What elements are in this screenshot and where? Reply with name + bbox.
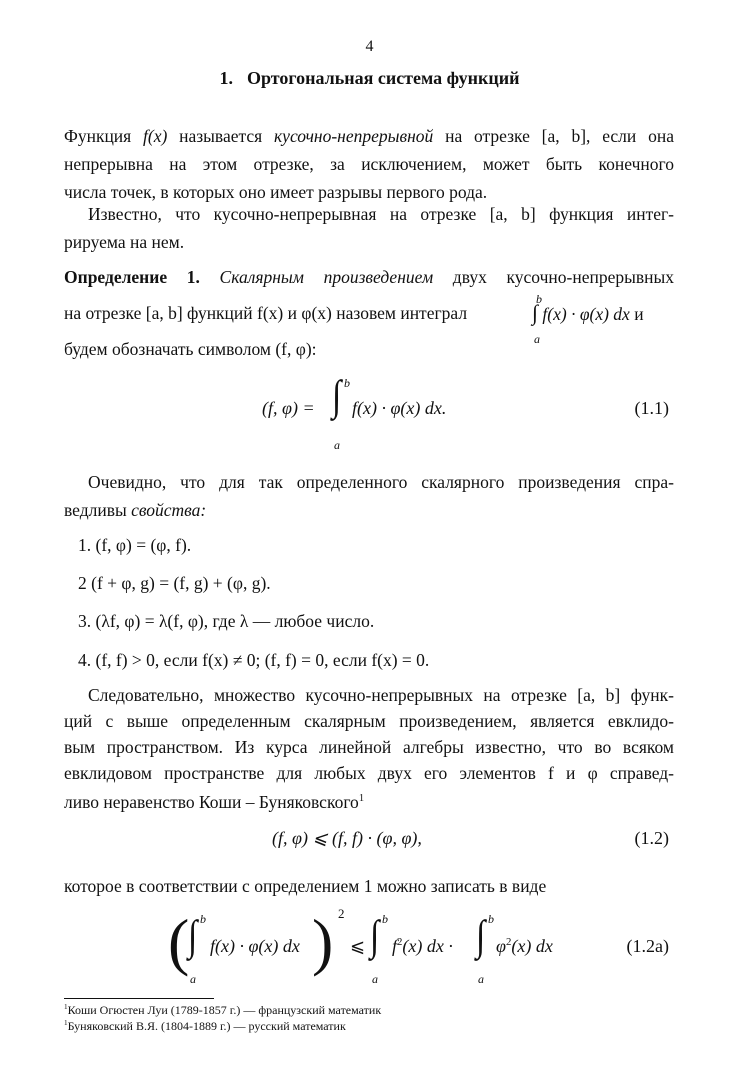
text-line: Определение 1. Скалярным произведением двух кусочно-непрерывных — [64, 267, 674, 287]
paragraph-euclidean-space — [64, 682, 674, 815]
equation-tag: (1.1) — [634, 398, 669, 418]
definition-1 — [64, 262, 674, 364]
equation-tag: (1.2a) — [626, 936, 669, 956]
text-line: числа точек, в которых оно имеет разрывы первого рода. — [64, 182, 488, 202]
right-bracket: ) — [312, 906, 334, 977]
property-2: 2 (f + φ, g) = (f, g) + (φ, g). — [78, 573, 271, 593]
paragraph-definition-piecewise — [64, 122, 674, 206]
inline-integral: b ∫ a f(x) · φ(x) dx и — [532, 292, 644, 346]
paragraph-integrability — [64, 200, 674, 256]
equation-1-1: (f, φ) = b ∫ a f(x) · φ(x) dx. (1.1) — [262, 373, 669, 452]
equation-1-2: (f, φ) ⩽ (f, f) · (φ, φ), (1.2) — [272, 828, 669, 848]
definition-label: Определение 1. — [64, 267, 200, 287]
text-line: будем обозначать символом (f, φ): — [64, 339, 317, 359]
integral-sign: b ∫ a — [188, 912, 206, 986]
text-line: рируема на нем. — [64, 232, 185, 252]
integral-sign: b ∫ a — [370, 912, 388, 986]
page-number: 4 — [365, 38, 374, 55]
section-number: 1. — [219, 68, 233, 88]
text-line: евклидовом пространстве для любых двух его элементов f и φ справед- — [64, 763, 674, 783]
paragraph-properties-intro — [64, 468, 674, 524]
property-4: 4. (f, f) > 0, если f(x) ≠ 0; (f, f) = 0, если f(x) = 0. — [78, 650, 430, 670]
text-line: ливо неравенство Коши – Буняковского$^1$ — [64, 791, 365, 812]
footnote-2: $^1$Буняковский В.Я. (1804-1889 г.) — русский математик — [64, 1019, 346, 1033]
text-line: Функция f(x) называется кусочно-непрерывной на отрезке [a, b], если она — [64, 126, 674, 146]
paragraph-rewrite — [64, 872, 674, 900]
text-line: Известно, что кусочно-непрерывная на отрезке [a, b] функция интег- — [88, 204, 674, 224]
text-line: непрерывна на этом отрезке, за исключением, может быть конечного — [64, 154, 674, 174]
property-1: 1. (f, φ) = (φ, f). — [78, 535, 192, 555]
text-line: ций с выше определенным скалярным произведением, является евклидо- — [64, 711, 674, 731]
footnote-divider — [64, 998, 214, 999]
text-line: Следовательно, множество кусочно-непрерывных на отрезке [a, b] функ- — [88, 685, 674, 705]
text-line: ведливы свойства: — [64, 500, 207, 520]
text-line: вым пространством. Из курса линейной алгебры известно, что во всяком — [64, 737, 674, 757]
footnote-1: $^1$Коши Огюстен Луи (1789-1857 г.) — французский математик — [64, 1003, 382, 1017]
equation-1-2a: ( b ∫ a f(x) · φ(x) dx ) 2 ⩽ b ∫ a $f^2(x)$ dx · b ∫ a $\varphi^2(x)$ dx (1.2a) — [168, 906, 669, 986]
integral-sign: b ∫ a — [332, 373, 350, 452]
text-line: на отрезке [a, b] функций f(x) и φ(x) назовем интеграл b ∫ a f(x) · φ(x) dx и — [64, 292, 644, 346]
footnote-ref: 1 — [358, 793, 365, 804]
text-line: Очевидно, что для так определенного скалярного произведения спра- — [88, 472, 674, 492]
left-bracket: ( — [168, 906, 190, 977]
equation-tag: (1.2) — [634, 828, 669, 848]
integral-sign: b ∫ a — [476, 912, 494, 986]
property-3: 3. (λf, φ) = λ(f, φ), где λ — любое число. — [78, 611, 375, 631]
text-line: которое в соответствии с определением 1 можно записать в виде — [64, 876, 547, 896]
section-heading — [0, 68, 739, 89]
section-title: Ортогональная система функций — [246, 68, 520, 88]
